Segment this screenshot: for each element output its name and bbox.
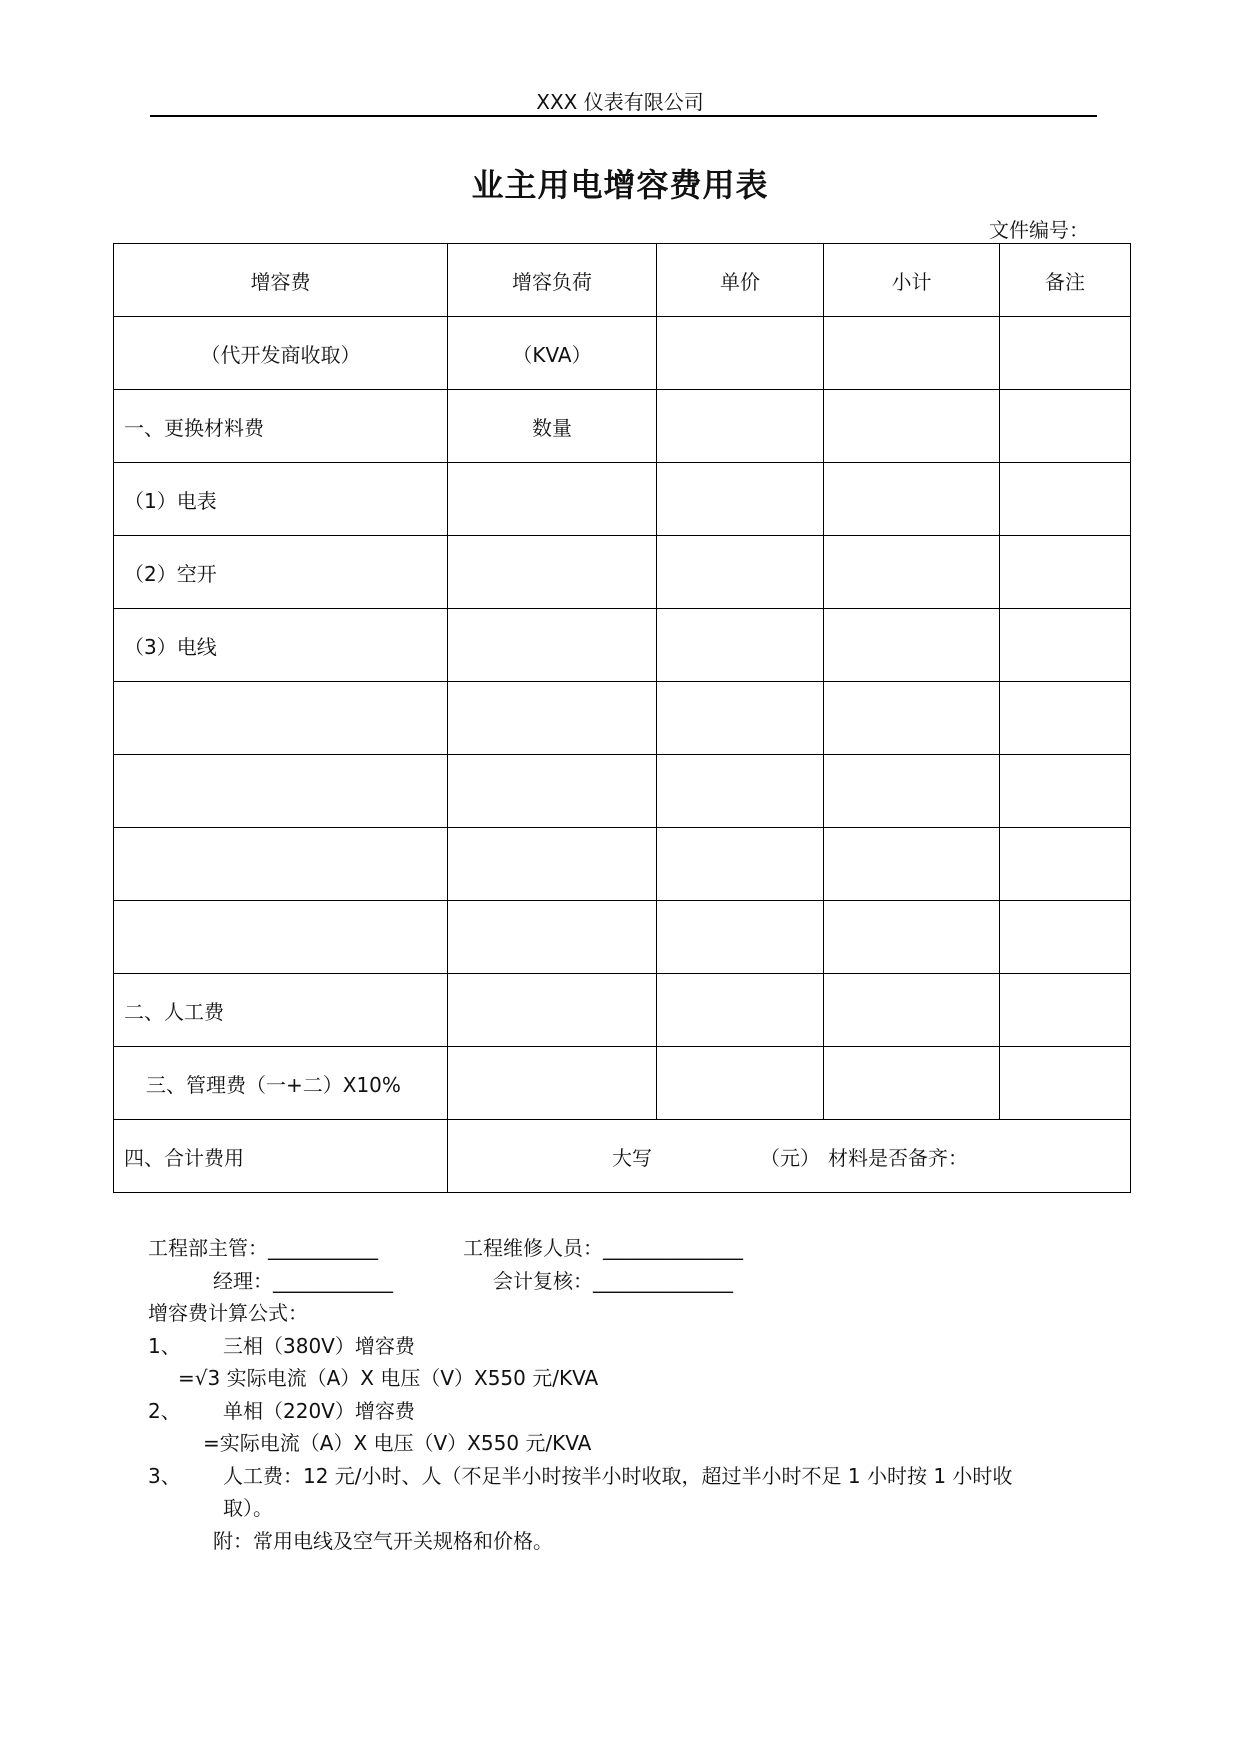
item-meter: （1）电表 <box>114 463 448 536</box>
table-cell <box>1000 755 1131 828</box>
table-cell <box>657 390 824 463</box>
table-cell <box>114 901 448 974</box>
formula-item-3-text: 人工费：12 元/小时、人（不足半小时按半小时收取，超过半小时不足 1 小时按 1 小时收 <box>223 1464 1013 1488</box>
table-row <box>114 755 1131 828</box>
table-cell <box>1000 536 1131 609</box>
formula-item-1-expression: =√3 实际电流（A）X 电压（V）X550 元/KVA <box>178 1366 599 1390</box>
table-cell <box>448 463 657 536</box>
total-daxie-label: 大写 <box>612 1145 652 1170</box>
table-cell <box>657 682 824 755</box>
total-detail-cell <box>448 1120 1131 1193</box>
formula-item-2-title: 单相（220V）增容费 <box>223 1399 415 1423</box>
header-cell-unit-price: 单价 <box>657 244 824 317</box>
table-cell <box>657 1047 824 1120</box>
table-row <box>114 609 1131 682</box>
item-wire: （3）电线 <box>114 609 448 682</box>
table-total-row <box>114 1120 1131 1193</box>
table-cell <box>448 828 657 901</box>
formula-item-2-expression: =实际电流（A）X 电压（V）X550 元/KVA <box>203 1431 592 1455</box>
table-cell <box>1000 901 1131 974</box>
table-cell <box>824 682 1000 755</box>
header-cell-fee: 增容费 <box>114 244 448 317</box>
table-cell <box>1000 609 1131 682</box>
table-row <box>114 682 1131 755</box>
table-row <box>114 974 1131 1047</box>
table-cell <box>448 901 657 974</box>
table-header-row <box>114 244 1131 317</box>
header-cell-remark: 备注 <box>1000 244 1131 317</box>
page-title: 业主用电增容费用表 <box>471 166 769 204</box>
formula-item-1-number: 1、 <box>148 1334 181 1358</box>
table-cell <box>448 682 657 755</box>
formula-item-1-title: 三相（380V）增容费 <box>223 1334 415 1358</box>
table-cell <box>1000 974 1131 1047</box>
table-cell <box>824 974 1000 1047</box>
table-cell <box>1000 390 1131 463</box>
table-row <box>114 317 1131 390</box>
table-row <box>114 463 1131 536</box>
table-cell <box>448 755 657 828</box>
section-management-fee: 三、管理费（一+二）X10% <box>114 1047 448 1120</box>
table-cell <box>824 463 1000 536</box>
formula-item-3-text-cont: 取）。 <box>223 1496 273 1520</box>
table-cell <box>657 901 824 974</box>
header-cell-collector: （代开发商收取） <box>114 317 448 390</box>
table-cell <box>114 755 448 828</box>
table-cell <box>114 682 448 755</box>
table-cell <box>824 536 1000 609</box>
repair-staff-signature: 工程维修人员：______________ <box>463 1236 743 1260</box>
section-total-cost: 四、合计费用 <box>114 1120 448 1193</box>
materials-ready-label: 材料是否备齐： <box>828 1145 968 1170</box>
table-cell <box>1000 317 1131 390</box>
table-cell <box>114 828 448 901</box>
table-cell <box>657 609 824 682</box>
header-cell-kva: （KVA） <box>448 317 657 390</box>
header-divider <box>150 115 1097 117</box>
table-cell <box>448 1047 657 1120</box>
company-header: XXX 仪表有限公司 <box>536 90 704 114</box>
table-cell <box>1000 828 1131 901</box>
item-breaker: （2）空开 <box>114 536 448 609</box>
total-yuan-label: （元） <box>760 1145 820 1170</box>
table-row <box>114 901 1131 974</box>
table-cell <box>824 755 1000 828</box>
table-cell <box>448 536 657 609</box>
table-cell <box>657 974 824 1047</box>
fee-table <box>113 243 1131 1193</box>
table-cell <box>1000 682 1131 755</box>
table-cell <box>657 317 824 390</box>
table-cell <box>824 901 1000 974</box>
table-row <box>114 1047 1131 1120</box>
appendix-note: 附：常用电线及空气开关规格和价格。 <box>213 1529 553 1553</box>
formula-heading: 增容费计算公式： <box>148 1301 308 1325</box>
table-cell <box>1000 1047 1131 1120</box>
table-cell <box>657 828 824 901</box>
file-number-label: 文件编号： <box>989 218 1089 242</box>
table-cell <box>824 609 1000 682</box>
table-cell <box>824 1047 1000 1120</box>
table-cell <box>824 390 1000 463</box>
table-row <box>114 828 1131 901</box>
manager-signature: 经理：____________ <box>213 1269 393 1293</box>
table-cell <box>1000 463 1131 536</box>
quantity-label: 数量 <box>448 390 657 463</box>
section-material-cost: 一、更换材料费 <box>114 390 448 463</box>
eng-manager-signature: 工程部主管：___________ <box>148 1236 378 1260</box>
table-row <box>114 536 1131 609</box>
header-cell-load: 增容负荷 <box>448 244 657 317</box>
table-cell <box>657 755 824 828</box>
audit-signature: 会计复核：______________ <box>493 1269 733 1293</box>
table-row <box>114 390 1131 463</box>
header-cell-subtotal: 小计 <box>824 244 1000 317</box>
table-cell <box>657 536 824 609</box>
section-labor-cost: 二、人工费 <box>114 974 448 1047</box>
formula-item-2-number: 2、 <box>148 1399 181 1423</box>
table-cell <box>448 974 657 1047</box>
formula-item-3-number: 3、 <box>148 1464 181 1488</box>
table-cell <box>824 828 1000 901</box>
table-cell <box>824 317 1000 390</box>
table-cell <box>657 463 824 536</box>
table-cell <box>448 609 657 682</box>
